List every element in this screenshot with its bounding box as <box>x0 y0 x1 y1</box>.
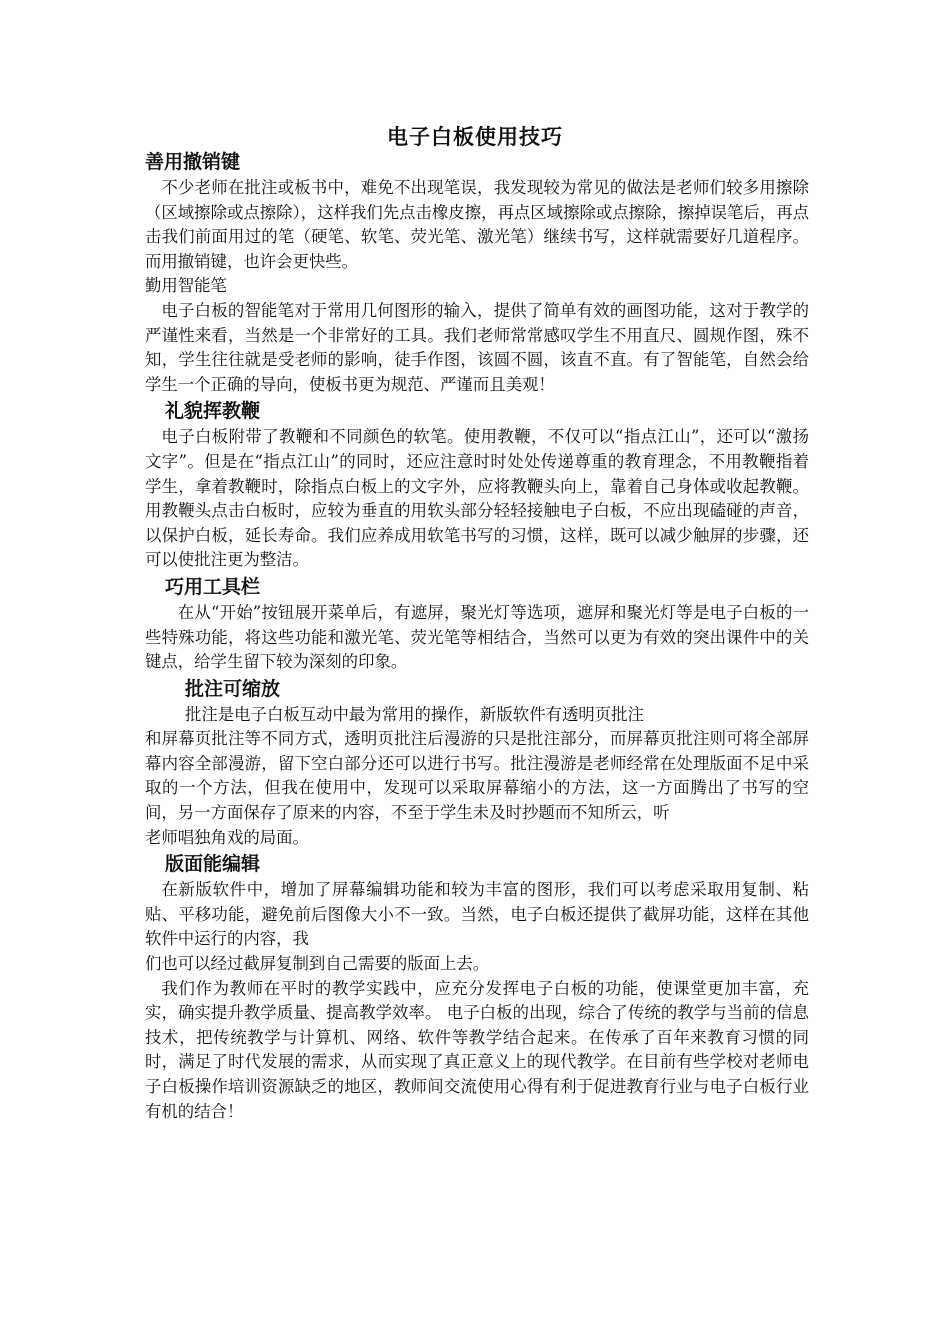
section-heading-smart-pen: 勤用智能笔 <box>145 276 227 296</box>
conclusion-paragraph: 我们作为教师在平时的教学实践中，应充分发挥电子白板的功能，使课堂更加丰富，充实，确实提升教学质量、提高教学效率。 电子白板的出现，综合了传统的教学与当前的信息技术，把传统教学与计算机、网络、软件等教学结合起来。在传承了百年来教育习惯的同时，满足了时代发展的需求，从而实现了真正意义上的现代教学。在目前有些学校对老师电子白板操作培训资源缺乏的地区，教师间交流使用心得有利于促进教育行业与电子白板行业有机的结合！ <box>145 978 809 1121</box>
section-body-layout-edit-line1: 在新版软件中，增加了屏幕编辑功能和较为丰富的图形，我们可以考虑采取用复制、粘贴、平移功能，避免前后图像大小不一致。当然，电子白板还提供了截屏功能，这样在其他软件中运行的内容，我 <box>145 880 809 949</box>
section-heading-layout-edit: 版面能编辑 <box>165 853 261 876</box>
section-body-annotation-zoom-line1: 批注是电子白板互动中最为常用的操作，新版软件有透明页批注 <box>185 704 644 724</box>
section-body-layout-edit-line2: 们也可以经过截屏复制到自己需要的版面上去。 <box>145 954 490 974</box>
section-heading-annotation-zoom: 批注可缩放 <box>185 677 281 700</box>
document-body <box>145 148 809 1124</box>
section-body-annotation-zoom-line3: 老师唱独角戏的局面。 <box>145 827 309 847</box>
section-body-pointer: 电子白板附带了教鞭和不同颜色的软笔。使用教鞭，不仅可以“指点江山”，还可以“激扬文字”。但是在“指点江山”的同时，还应注意时时处处传递尊重的教育理念，不用教鞭指着学生，拿着教鞭时，除指点白板上的文字外，应将教鞭头向上，靠着自己身体或收起教鞭。用教鞭头点击白板时，应较为垂直的用软头部分轻轻接触电子白板，不应出现磕碰的声音，以保护白板，延长寿命。我们应养成用软笔书写的习惯，这样，既可以减少触屏的步骤，还可以使批注更为整洁。 <box>145 427 809 570</box>
section-heading-toolbar: 巧用工具栏 <box>165 575 261 598</box>
section-body-undo: 不少老师在批注或板书中，难免不出现笔误，我发现较为常见的做法是老师们较多用擦除（区域擦除或点擦除），这样我们先点击橡皮擦，再点区域擦除或点擦除，擦掉误笔后，再点击我们前面用过的笔（硬笔、软笔、荧光笔、激光笔）继续书写，这样就需要好几道程序。而用撤销键，也许会更快些。 <box>145 178 809 271</box>
section-heading-pointer: 礼貌挥教鞭 <box>165 400 261 423</box>
section-body-toolbar: 在从“开始”按钮展开菜单后，有遮屏，聚光灯等选项，遮屏和聚光灯等是电子白板的一些特殊功能，将这些功能和激光笔、荧光笔等相结合，当然可以更为有效的突出课件中的关键点，给学生留下较为深刻的印象。 <box>145 602 809 672</box>
section-body-smart-pen: 电子白板的智能笔对于常用几何图形的输入，提供了简单有效的画图功能，这对于教学的严谨性来看，当然是一个非常好的工具。我们老师常常感叹学生不用直尺、圆规作图，殊不知，学生往往就是受老师的影响，徒手作图，该圆不圆，该直不直。有了智能笔，自然会给学生一个正确的导向，使板书更为规范、严谨而且美观！ <box>145 300 809 394</box>
section-body-annotation-zoom-line2: 和屏幕页批注等不同方式，透明页批注后漫游的只是批注部分，而屏幕页批注则可将全部屏幕内容全部漫游，留下空白部分还可以进行书写。批注漫游是老师经常在处理版面不足中采取的一个方法，但我在使用中，发现可以采取屏幕缩小的方法，这一方面腾出了书写的空间，另一方面保存了原来的内容，不至于学生未及时抄题而不知所云，听 <box>145 729 809 823</box>
section-heading-undo: 善用撤销键 <box>145 151 241 173</box>
document-title: 电子白板使用技巧 <box>387 125 563 149</box>
